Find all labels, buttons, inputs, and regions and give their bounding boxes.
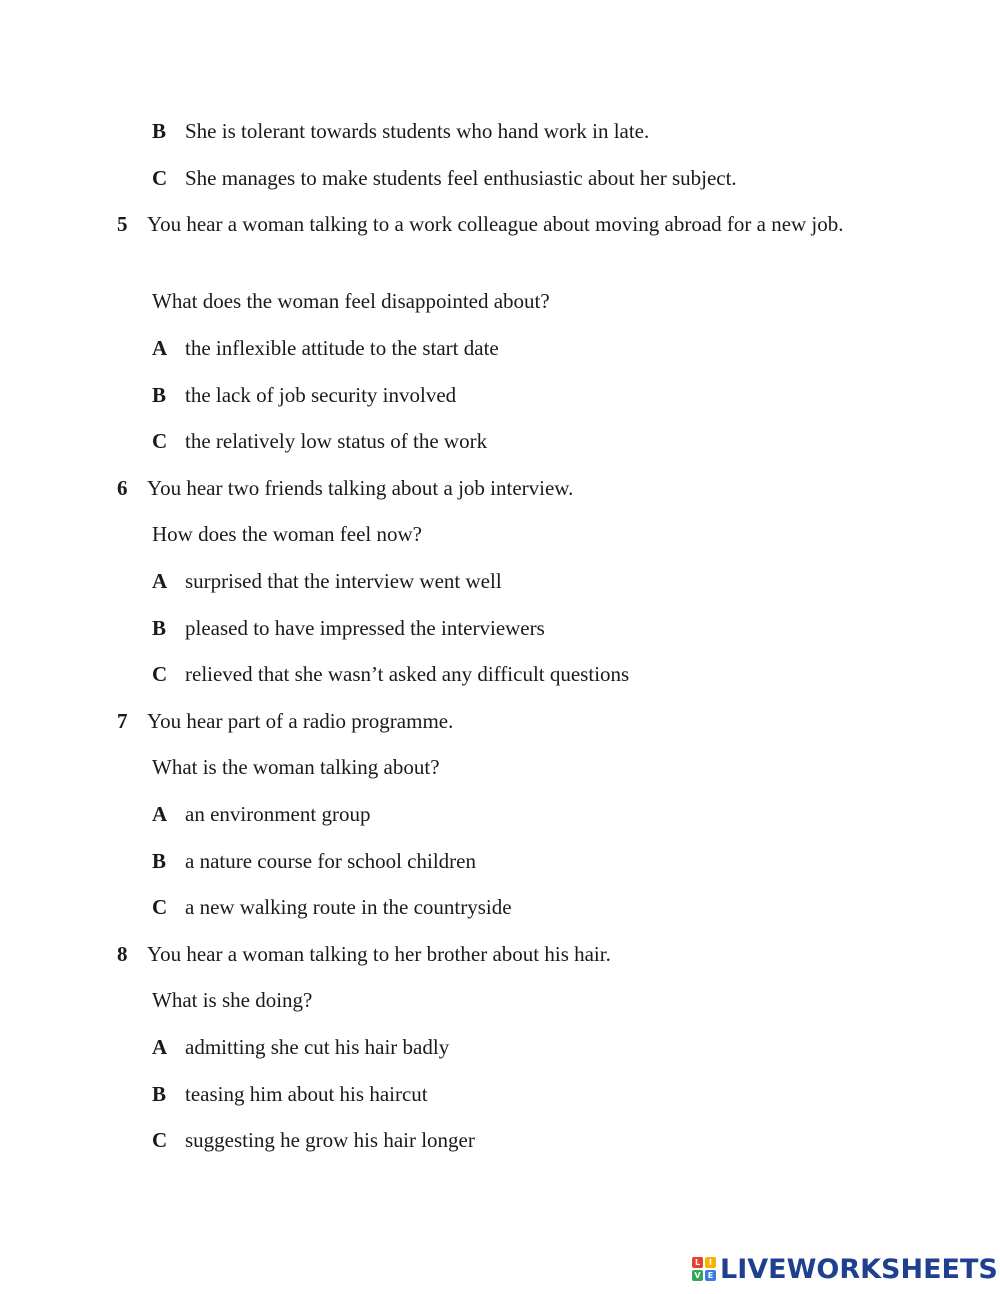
question-number: 7 [117,709,128,733]
logo-text: LIVEWORKSHEETS [720,1253,998,1285]
option-text: an environment group [185,802,371,826]
option-text: a nature course for school children [185,849,476,873]
question-stem-text: You hear part of a radio programme. [147,709,454,733]
q8-option-a[interactable] [152,1032,449,1062]
option-text: the inflexible attitude to the start date [185,336,499,360]
question-number: 6 [117,476,128,500]
option-text: She manages to make students feel enthusiastic about her subject. [185,166,737,190]
question-stem-text: You hear a woman talking to a work colleague about moving abroad for a new job. [147,212,844,236]
option-letter: B [152,1082,167,1106]
option-letter: B [152,383,167,407]
logo-mark-tile: L [692,1257,703,1268]
option-letter: A [152,569,168,593]
option-text: surprised that the interview went well [185,569,502,593]
option-letter: C [152,662,168,686]
question-stem-text: You hear two friends talking about a job interview. [147,476,574,500]
question-7-stem [117,706,877,736]
logo-mark-icon [692,1257,716,1281]
option-letter: B [152,616,167,640]
option-letter: C [152,1128,168,1152]
question-number: 8 [117,942,128,966]
option-letter: B [152,119,167,143]
q4-option-c[interactable] [152,163,737,193]
option-letter: A [152,336,168,360]
q8-option-b[interactable] [152,1079,428,1109]
q4-option-b[interactable] [152,116,649,146]
option-text: pleased to have impressed the interviewers [185,616,545,640]
option-text: admitting she cut his hair badly [185,1035,450,1059]
option-letter: B [152,849,167,873]
question-stem-text: You hear a woman talking to her brother about his hair. [147,942,611,966]
logo-mark-tile: V [692,1270,703,1281]
option-letter: A [152,802,168,826]
q5-option-b[interactable] [152,380,456,410]
option-text: a new walking route in the countryside [185,895,512,919]
liveworksheets-logo [692,1252,998,1286]
question-6-stem [117,473,877,503]
question-number: 5 [117,212,128,236]
option-text: teasing him about his haircut [185,1082,428,1106]
question-6-prompt: How does the woman feel now? [152,522,423,546]
q8-option-c[interactable] [152,1125,475,1155]
question-8-prompt: What is she doing? [152,988,313,1012]
option-letter: C [152,429,168,453]
option-text: the relatively low status of the work [185,429,488,453]
option-text: the lack of job security involved [185,383,457,407]
q6-option-c[interactable] [152,659,629,689]
q7-option-b[interactable] [152,846,476,876]
option-letter: C [152,895,168,919]
q6-option-b[interactable] [152,613,545,643]
q6-option-a[interactable] [152,566,502,596]
question-7-prompt: What is the woman talking about? [152,755,440,779]
logo-mark-tile: E [705,1270,716,1281]
option-text: relieved that she wasn’t asked any difficult questions [185,662,630,686]
option-text: suggesting he grow his hair longer [185,1128,475,1152]
question-5-prompt: What does the woman feel disappointed about? [152,289,550,313]
question-5-stem [117,209,877,239]
q5-option-a[interactable] [152,333,499,363]
option-text: She is tolerant towards students who hand work in late. [185,119,650,143]
q5-option-c[interactable] [152,426,487,456]
question-8-stem [117,939,877,969]
q7-option-a[interactable] [152,799,370,829]
q7-option-c[interactable] [152,892,512,922]
option-letter: C [152,166,168,190]
logo-mark-tile: I [705,1257,716,1268]
option-letter: A [152,1035,168,1059]
